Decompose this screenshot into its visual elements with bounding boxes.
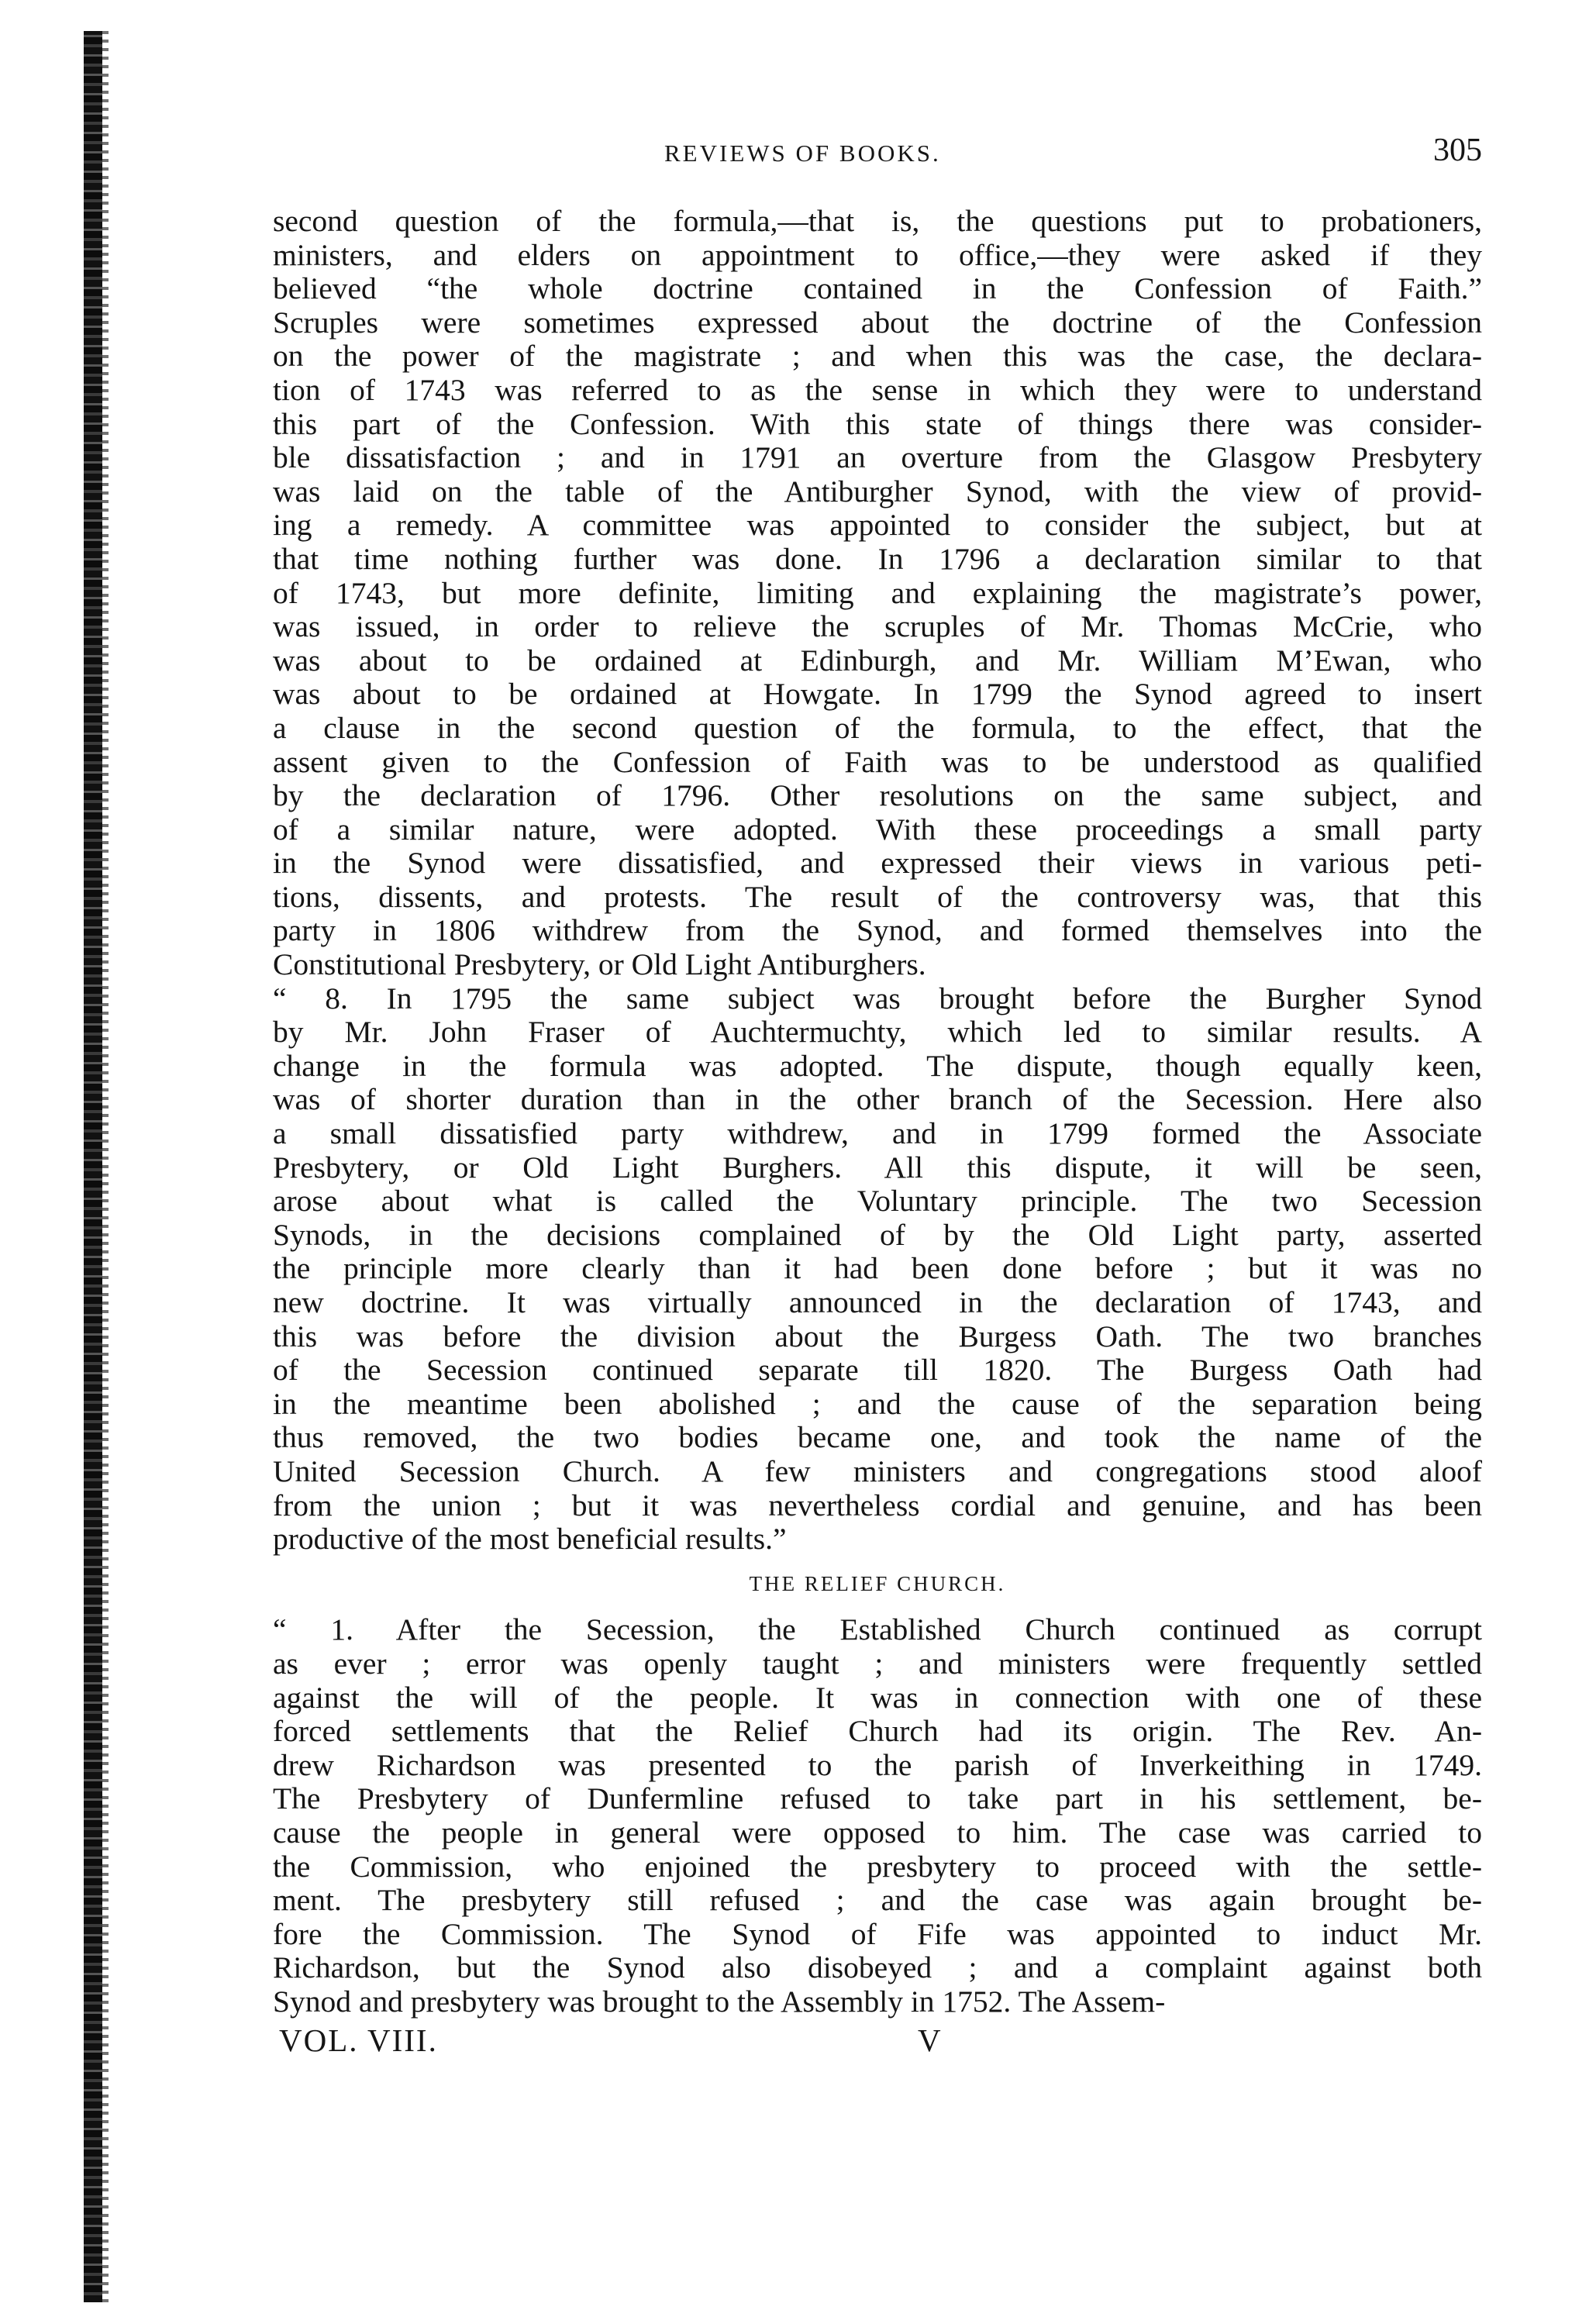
text-line: Richardson, but the Synod also disobeyed ; and a complaint against both: [273, 1950, 1482, 1985]
text-line: ing a remedy. A committee was appointed to consider the subject, but at: [273, 508, 1482, 543]
text-line: tions, dissents, and protests. The result of the controversy was, that this: [273, 879, 1482, 914]
text-line: was about to be ordained at Edinburgh, and Mr. William M’Ewan, who: [273, 643, 1482, 678]
text-line: as ever ; error was openly taught ; and ministers were frequently settled: [273, 1646, 1482, 1681]
text-line: Synod and presbytery was brought to the Assembly in 1752. The Assem-: [273, 1984, 1166, 2019]
text-line: was issued, in order to relieve the scruples of Mr. Thomas McCrie, who: [273, 609, 1482, 644]
page-edge-strip: [0, 0, 116, 2317]
text-line: was laid on the table of the Antiburgher Synod, with the view of provid-: [273, 474, 1482, 509]
text-line: this part of the Confession. With this state of things there was consider-: [273, 406, 1482, 441]
text-line: new doctrine. It was virtually announced in the declaration of 1743, and: [273, 1285, 1482, 1319]
text-line: ment. The presbytery still refused ; and the case was again brought be-: [273, 1883, 1482, 1918]
text-line: against the will of the people. It was in connection with one of these: [273, 1680, 1482, 1715]
text-line: by the declaration of 1796. Other resolutions on the same subject, and: [273, 778, 1482, 813]
book-page: [273, 132, 1482, 2060]
paragraph-3: [273, 1613, 1482, 2019]
text-line: arose about what is called the Voluntary principle. The two Secession: [273, 1184, 1482, 1219]
text-line: party in 1806 withdrew from the Synod, and formed themselves into the: [273, 913, 1482, 948]
text-line: thus removed, the two bodies became one, and took the name of the: [273, 1420, 1482, 1455]
binding-edge-bar: [84, 31, 102, 2302]
running-title: REVIEWS OF BOOKS.: [664, 140, 941, 167]
text-line: tion of 1743 was referred to as the sense in which they were to understand: [273, 372, 1482, 407]
text-line: this was before the division about the Burgess Oath. The two branches: [273, 1319, 1482, 1353]
paragraph-2: [273, 982, 1482, 1557]
text-line: United Secession Church. A few ministers and congregations stood aloof: [273, 1453, 1482, 1488]
text-line: forced settlements that the Relief Church had its origin. The Rev. An-: [273, 1714, 1482, 1749]
text-line: second question of the formula,—that is, the questions put to probationers,: [273, 204, 1482, 238]
text-line: the Commission, who enjoined the presbytery to proceed with the settle-: [273, 1849, 1482, 1884]
text-line: Constitutional Presbytery, or Old Light Antiburghers.: [273, 947, 926, 982]
text-line: was of shorter duration than in the other branch of the Secession. Here also: [273, 1082, 1482, 1117]
volume-label: VOL. VIII.: [279, 2022, 438, 2059]
text-line: in the meantime been abolished ; and the cause of the separation being: [273, 1386, 1482, 1421]
text-line: drew Richardson was presented to the parish of Inverkeithing in 1749.: [273, 1747, 1482, 1782]
text-line: cause the people in general were opposed to him. The case was carried to: [273, 1815, 1482, 1850]
page-number: 305: [1433, 133, 1482, 168]
text-line: by Mr. John Fraser of Auchtermuchty, which led to similar results. A: [273, 1015, 1482, 1050]
text-line: believed “the whole doctrine contained in the Confession of Faith.”: [273, 271, 1482, 306]
body-text: [273, 205, 1482, 2019]
text-line: of the Secession continued separate till 1820. The Burgess Oath had: [273, 1353, 1482, 1388]
page-footer: [273, 2022, 1482, 2060]
paragraph-1: [273, 205, 1482, 982]
text-line: The Presbytery of Dunfermline refused to take part in his settlement, be-: [273, 1781, 1482, 1816]
text-line: change in the formula was adopted. The dispute, though equally keen,: [273, 1048, 1482, 1083]
text-line: assent given to the Confession of Faith was to be understood as qualified: [273, 744, 1482, 779]
running-head: [273, 132, 1482, 181]
text-line: of 1743, but more definite, limiting and explaining the magistrate’s power,: [273, 575, 1482, 610]
text-line: on the power of the magistrate ; and when this was the case, the declara-: [273, 339, 1482, 374]
text-line: that time nothing further was done. In 1796 a declaration similar to that: [273, 541, 1482, 576]
text-line: from the union ; but it was nevertheless cordial and genuine, and has been: [273, 1488, 1482, 1522]
signature-mark: V: [918, 2022, 941, 2059]
text-line: in the Synod were dissatisfied, and expressed their views in various peti-: [273, 846, 1482, 881]
section-heading: THE RELIEF CHURCH.: [749, 1571, 1006, 1595]
text-line: was about to be ordained at Howgate. In 1799 the Synod agreed to insert: [273, 677, 1482, 712]
text-line: “ 8. In 1795 the same subject was brought before the Burgher Synod: [273, 981, 1482, 1015]
text-line: Scruples were sometimes expressed about the doctrine of the Confession: [273, 305, 1482, 340]
text-line: Synods, in the decisions complained of by the Old Light party, asserted: [273, 1217, 1482, 1252]
text-line: productive of the most beneficial results.”: [273, 1522, 787, 1557]
text-line: the principle more clearly than it had been done before ; but it was no: [273, 1251, 1482, 1286]
text-line: ministers, and elders on appointment to office,—they were asked if they: [273, 237, 1482, 272]
text-line: fore the Commission. The Synod of Fife was appointed to induct Mr.: [273, 1916, 1482, 1951]
text-line: ble dissatisfaction ; and in 1791 an overture from the Glasgow Presbytery: [273, 440, 1482, 475]
text-line: “ 1. After the Secession, the Established Church continued as corrupt: [273, 1612, 1482, 1647]
text-line: of a similar nature, were adopted. With these proceedings a small party: [273, 812, 1482, 846]
text-line: Presbytery, or Old Light Burghers. All this dispute, it will be seen,: [273, 1150, 1482, 1184]
text-line: a small dissatisfied party withdrew, and in 1799 formed the Associate: [273, 1116, 1482, 1151]
text-line: a clause in the second question of the formula, to the effect, that the: [273, 710, 1482, 745]
